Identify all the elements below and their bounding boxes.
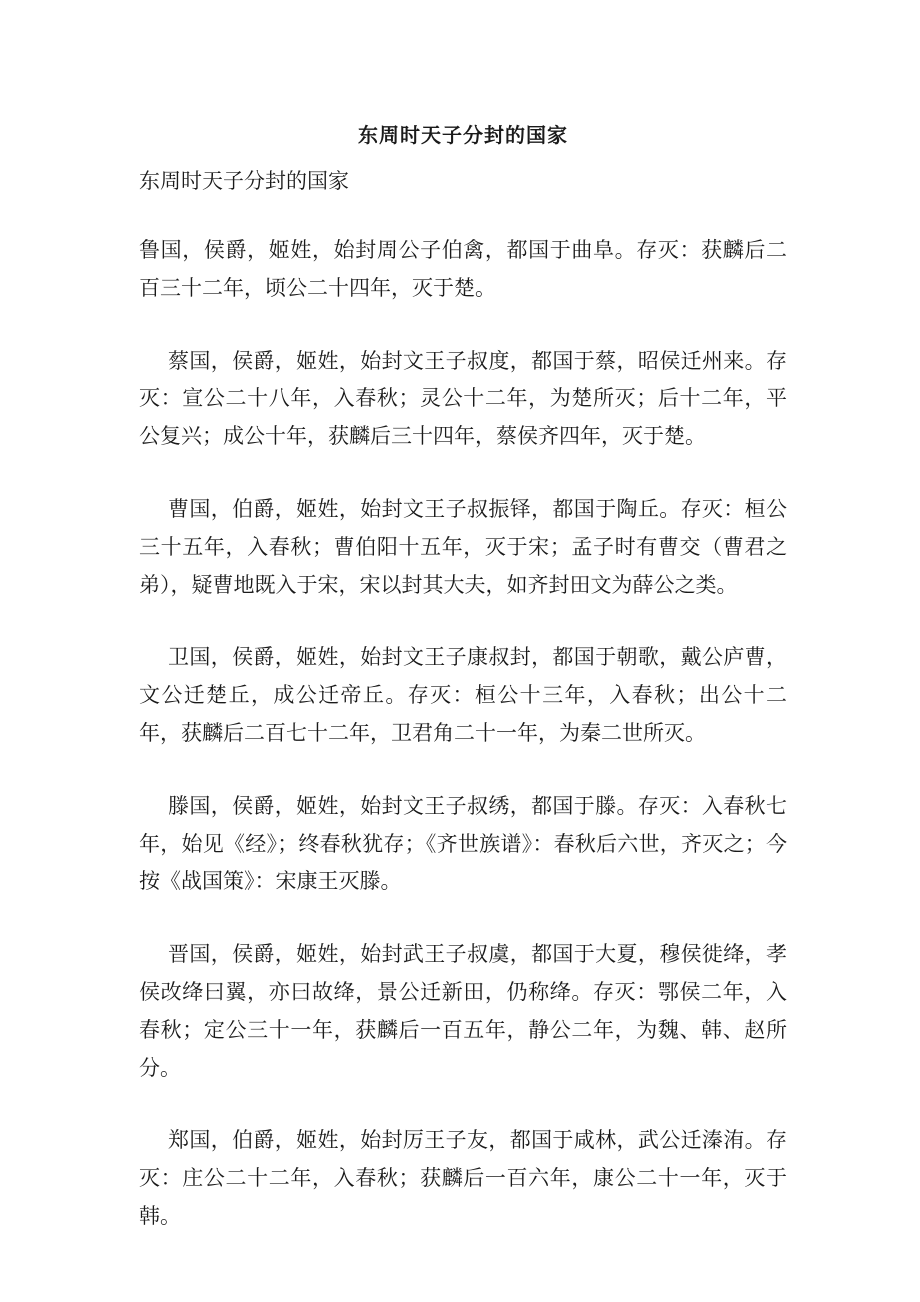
paragraph-wei: 卫国，侯爵，姬姓，始封文王子康叔封，都国于朝歌，戴公庐曹，文公迁楚丘，成公迁帝丘。存灭：桓公十三年，入春秋；出公十二年，获麟后二百七十二年，卫君角二十一年，为秦二世所灭。 — [139, 645, 787, 745]
paragraph-zheng: 郑国，伯爵，姬姓，始封厉王子友，都国于咸林，武公迁溱洧。存灭：庄公二十二年，入春秋；获麟后一百六年，康公二十一年，灭于韩。 — [139, 1128, 787, 1228]
document-page — [139, 118, 787, 1271]
paragraph-cao: 曹国，伯爵，姬姓，始封文王子叔振铎，都国于陶丘。存灭：桓公三十五年，入春秋；曹伯阳十五年，灭于宋；孟子时有曹交（曹君之弟），疑曹地既入于宋，宋以封其大夫，如齐封田文为薛公之类。 — [139, 496, 787, 597]
document-subtitle: 东周时天子分封的国家 — [139, 169, 349, 193]
paragraph-jin: 晋国，侯爵，姬姓，始封武王子叔虞，都国于大夏，穆侯徙绛，孝侯改绛曰翼，亦曰故绛，景公迁新田，仍称绛。存灭：鄂侯二年，入春秋；定公三十一年，获麟后一百五年，静公二年，为魏、韩、赵所分。 — [139, 942, 787, 1080]
paragraph-cai: 蔡国，侯爵，姬姓，始封文王子叔度，都国于蔡，昭侯迁州来。存灭：宣公二十八年，入春秋；灵公十二年，为楚所灭；后十二年，平公复兴；成公十年，获麟后三十四年，蔡侯齐四年，灭于楚。 — [139, 348, 787, 449]
paragraph-lu: 鲁国，侯爵，姬姓，始封周公子伯禽，都国于曲阜。存灭：获麟后二百三十二年，顷公二十四年，灭于楚。 — [139, 238, 787, 300]
document-title: 东周时天子分封的国家 — [358, 123, 568, 147]
paragraph-teng: 滕国，侯爵，姬姓，始封文王子叔绣，都国于滕。存灭：入春秋七年，始见《经》；终春秋犹存；《齐世族谱》：春秋后六世，齐灭之；今按《战国策》：宋康王灭滕。 — [139, 793, 787, 894]
